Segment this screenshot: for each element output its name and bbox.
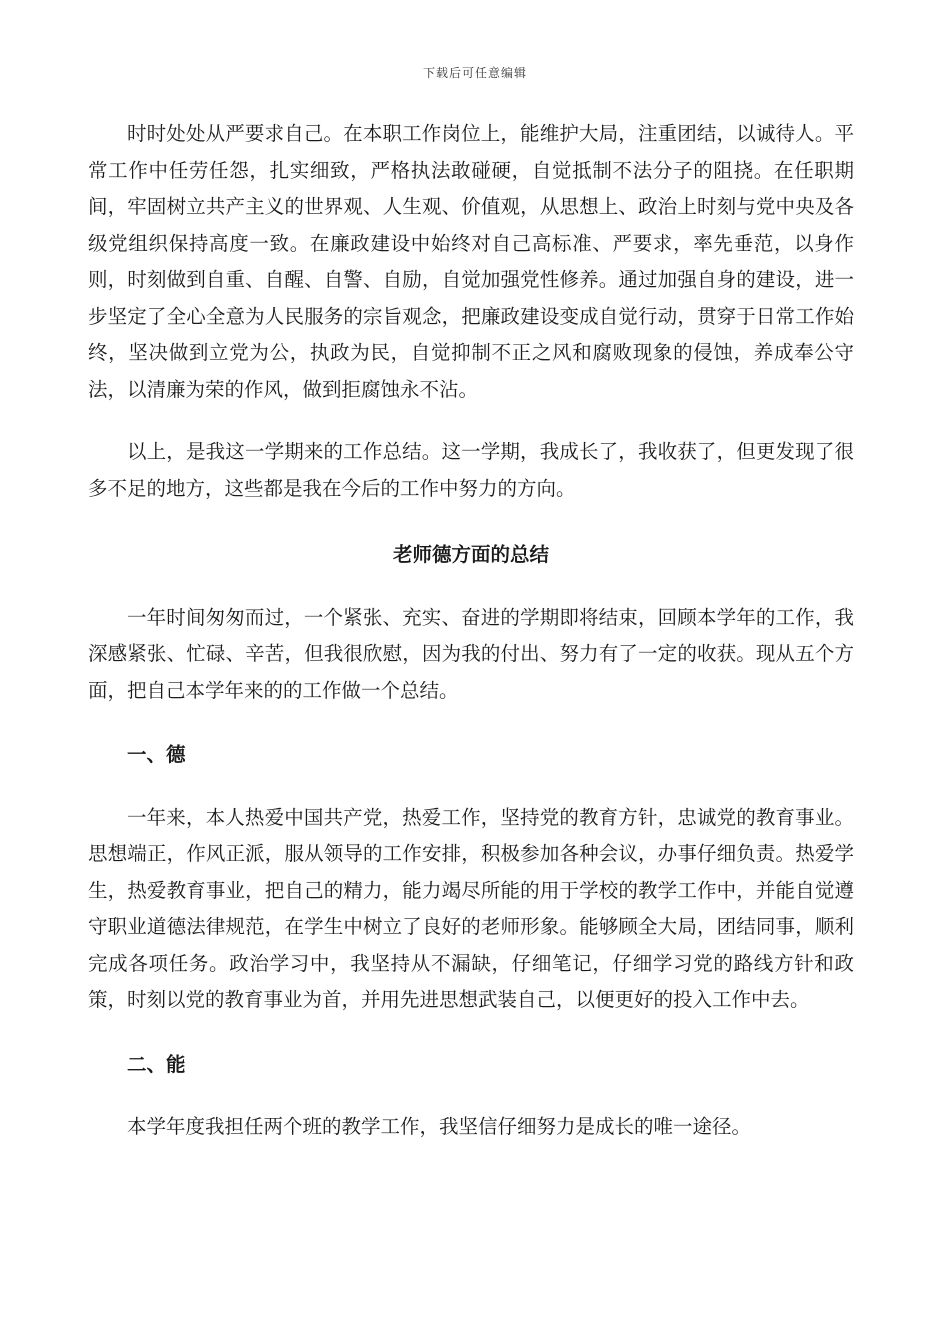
paragraph-semester-conclusion: 以上，是我这一学期来的工作总结。这一学期，我成长了，我收获了，但更发现了很多不足的地方，这些都是我在今后的工作中努力的方向。 [88,440,854,500]
section-heading-ability: 二、能 [127,1052,186,1076]
paragraph-ability: 本学年度我担任两个班的教学工作，我坚信仔细努力是成长的唯一途径。 [127,1115,752,1138]
paragraph-introduction: 一年时间匆匆而过，一个紧张、充实、奋进的学期即将结束，回顾本学年的工作，我深感紧张、忙碌、辛苦，但我很欣慰，因为我的付出、努力有了一定的收获。现从五个方面，把自己本学年来的的工作做一个总结。 [88,605,854,702]
document-title: 老师德方面的总结 [392,543,549,566]
paragraph-morality: 一年来，本人热爱中国共产党，热爱工作，坚持党的教育方针，忠诚党的教育事业。思想端正，作风正派，服从领导的工作安排，积极参加各种会议，办事仔细负责。热爱学生，热爱教育事业，把自己的精力，能力竭尽所能的用于学校的教学工作中，并能自觉遵守职业道德法律规范，在学生中树立了良好的老师形象。能够顾全大局，团结同事，顺利完成各项任务。政治学习中，我坚持从不漏缺，仔细笔记，仔细学习党的路线方针和政策，时刻以党的教育事业为首，并用先进思想武装自己，以便更好的投入工作中去。 [88,805,854,1011]
page-header: 下载后可任意编辑 [422,66,527,80]
document-body [88,116,854,1146]
section-heading-morality: 一、德 [127,743,186,766]
paragraph-self-discipline: 时时处处从严要求自己。在本职工作岗位上，能维护大局，注重团结，以诚待人。平常工作中任劳任怨，扎实细致，严格执法敢碰硬，自觉抵制不法分子的阻挠。在任职期间，牢固树立共产主义的世界观、人生观、价值观，从思想上、政治上时刻与党中央及各级党组织保持高度一致。在廉政建设中始终对自己高标准、严要求，率先垂范，以身作则，时刻做到自重、自醒、自警、自励，自觉加强党性修养。通过加强自身的建设，进一步坚定了全心全意为人民服务的宗旨观念，把廉政建设变成自觉行动，贯穿于日常工作始终，坚决做到立党为公，执政为民，自觉抑制不正之风和腐败现象的侵蚀，养成奉公守法，以清廉为荣的作风，做到拒腐蚀永不沾。 [88,122,854,401]
